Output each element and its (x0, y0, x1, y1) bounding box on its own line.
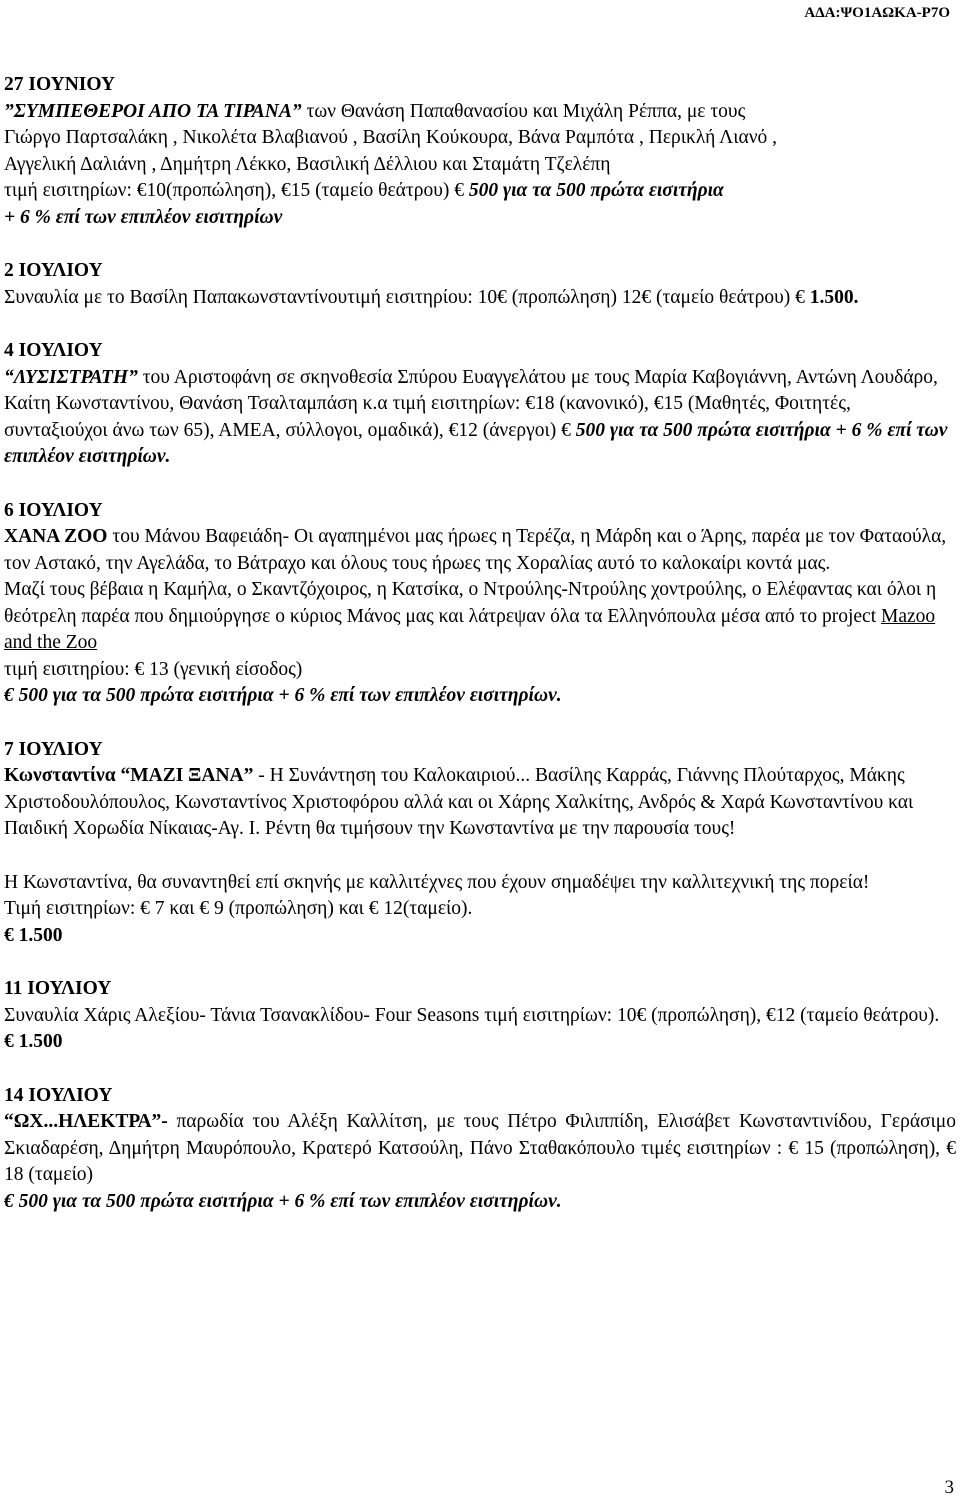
price-offer: € 500 για τα 500 πρώτα εισιτήρια + 6 % επί των επιπλέον εισιτηρίων. (4, 1190, 562, 1212)
event-description (4, 285, 956, 312)
event-price (4, 178, 956, 205)
document-body (4, 72, 956, 1215)
project-link[interactable]: Mazoo and the Zoo (4, 605, 936, 653)
event-july-11 (4, 976, 956, 1056)
price-offer-extra: + 6 % επί των επιπλέον εισιτηρίων (4, 206, 283, 228)
event-title: ΧΑΝΑ ΖΟΟ (4, 526, 108, 547)
page-number: 3 (944, 1477, 954, 1498)
event-amount: € 1.500 (4, 1031, 63, 1052)
event-description: Συναυλία Χάρις Αλεξίου- Τάνια Τσανακλίδου- Four Seasons τιμή εισιτηρίων: 10€ (προπώληση), €12 (ταμείο θεάτρου). (4, 1004, 940, 1026)
event-description-2 (4, 577, 956, 657)
event-description (4, 524, 956, 577)
event-price: Τιμή εισιτηρίων: € 7 και € 9 (προπώληση) και € 12(ταμείο). (4, 898, 473, 919)
event-price: τιμή εισιτηρίου: € 13 (γενική είσοδος) (4, 658, 303, 680)
event-date: 14 ΙΟΥΛΙΟΥ (4, 1084, 113, 1106)
event-description (4, 365, 956, 471)
ada-code: ΑΔΑ:ΨΟ1ΑΩΚΑ-Ρ7Ο (804, 5, 950, 21)
event-july-14 (4, 1083, 956, 1216)
price-offer: 500 για τα 500 πρώτα εισιτήρια (468, 180, 724, 201)
event-description (4, 1109, 956, 1189)
event-text: - Η Συνάντηση του Καλοκαιριού... Βασίλης Καρράς, Γιάννης Πλούταρχος, Μάκης Χριστοδουλόπουλος, Κωνσταντίνος Χριστοφόρου αλλά και οι Χάρης Χαλκίτης, Ανδρός & Χαρά Κωνσταντίνου και Παιδική Χορωδία Νίκαιας-Αγ. Ι. Ρέντη θα τιμήσουν την Κωνσταντίνα με την παρουσία τους! (4, 765, 914, 839)
event-cast-line: Αγγελική Δαλιάνη , Δημήτρη Λέκκο, Βασιλική Δέλλιου και Σταμάτη Τζελέπη (4, 153, 611, 175)
event-date: 6 ΙΟΥΛΙΟΥ (4, 499, 103, 521)
event-date: 27 ΙΟΥΝΙΟΥ (4, 74, 116, 95)
price-offer: 500 για τα 500 πρώτα εισιτήρια + 6 % επί των επιπλέον εισιτηρίων. (4, 419, 948, 467)
event-date: 11 ΙΟΥΛΙΟΥ (4, 978, 112, 999)
event-title: “ΛΥΣΙΣΤΡΑΤΗ” (4, 366, 138, 388)
event-text: του Μάνου Βαφειάδη- Οι αγαπημένοι μας ήρωες η Τερέζα, η Μάρδη και ο Άρης, παρέα με τον Φαταούλα, τον Αστακό, την Αγελάδα, το Βάτραχο και όλους τους ήρωες της Χοραλίας αυτό το καλοκαίρι κοντά μας. (4, 526, 947, 574)
event-title: “ΩΧ...ΗΛΕΚΤΡΑ”- (4, 1111, 168, 1132)
event-july-2 (4, 258, 956, 311)
event-date: 2 ΙΟΥΛΙΟΥ (4, 260, 103, 281)
event-july-4 (4, 338, 956, 471)
event-text: των Θανάση Παπαθανασίου και Μιχάλη Ρέππα, με τους (301, 100, 746, 122)
event-text: Συναυλία με το Βασίλη Παπακωνσταντίνουτιμή εισιτηρίου: 10€ (προπώληση) 12€ (ταμείο θεάτρου) € (4, 286, 810, 308)
price-offer: € 500 για τα 500 πρώτα εισιτήρια + 6 % επί των επιπλέον εισιτηρίων. (4, 685, 562, 706)
event-description-2: Η Κωνσταντίνα, θα συναντηθεί επί σκηνής με καλλιτέχνες που έχουν σημαδέψει την καλλιτεχνική της πορεία! (4, 871, 870, 893)
event-text: του Αριστοφάνη σε σκηνοθεσία Σπύρου Ευαγγελάτου με τους Μαρία Καβογιάννη, Αντώνη Λουδάρο, Καίτη Κωνσταντίνου, Θανάση Τσαλταμπάση κ.α τιμή εισιτηρίων: €18 (κανονικό), €15 (Μαθητές, Φοιτητές, συνταξιούχοι άνω των 65), ΑΜΕΑ, σύλλογοι, ομαδικά), €12 (άνεργοι) € (4, 366, 938, 441)
event-date: 7 ΙΟΥΛΙΟΥ (4, 738, 103, 760)
event-date: 4 ΙΟΥΛΙΟΥ (4, 340, 103, 361)
event-description (4, 763, 956, 843)
event-june-27 (4, 72, 956, 231)
event-title: Κωνσταντίνα “ΜΑΖΙ ΞΑΝΑ” (4, 765, 254, 786)
event-july-7 (4, 737, 956, 950)
event-title: ”ΣΥΜΠΕΘΕΡΟΙ ΑΠΟ ΤΑ ΤΙΡΑΝΑ” (4, 100, 302, 122)
event-amount: € 1.500 (4, 924, 63, 946)
event-description (4, 99, 956, 126)
event-text: παρωδία του Αλέξη Καλλίτση, με τους Πέτρο Φιλιππίδη, Ελισάβετ Κωνσταντινίδου, Γεράσιμο Σκιαδαρέση, Δημήτρη Μαυρόπουλο, Κρατερό Κατσούλη, Πάνο Σταθακόπουλο τιμές εισιτηρίων : € 15 (προπώληση), € 18 (ταμείο) (4, 1111, 956, 1185)
event-amount: 1.500. (809, 286, 859, 308)
event-text: Μαζί τους βέβαια η Καμήλα, ο Σκαντζόχοιρος, η Κατσίκα, ο Ντρούλης-Ντρούλης χοντρούλης, ο Ελέφαντας και όλοι η θεότρελη παρέα που δημιούργησε ο κύριος Μάνος μας και λάτρεψαν όλα τα Ελληνόπουλα μέσα από το project (4, 579, 937, 627)
event-july-6 (4, 498, 956, 710)
event-cast-line: Γιώργο Παρτσαλάκη , Νικολέτα Βλαβιανού , Βασίλη Κούκουρα, Βάνα Ραμπότα , Περικλή Λιανό , (4, 127, 778, 148)
price-text: τιμή εισιτηρίων: €10(προπώληση), €15 (ταμείο θεάτρου) € (4, 180, 469, 201)
